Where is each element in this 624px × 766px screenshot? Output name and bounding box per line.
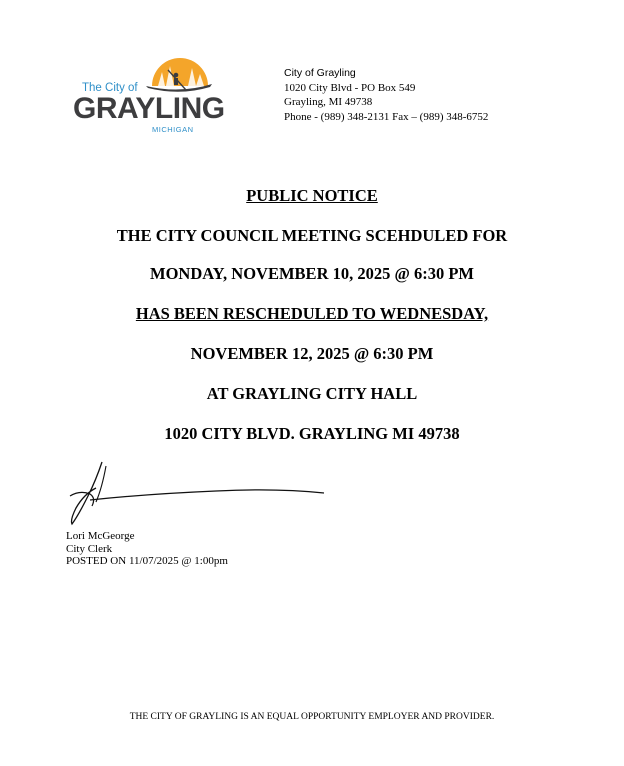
signature-icon — [66, 460, 336, 530]
notice-line3: HAS BEEN RESCHEDULED TO WEDNESDAY, — [135, 304, 489, 323]
notice-title: PUBLIC NOTICE — [246, 186, 378, 205]
signer-title: City Clerk — [66, 542, 113, 555]
footer-statement: THE CITY OF GRAYLING IS AN EQUAL OPPORTUNITY EMPLOYER AND PROVIDER. — [129, 712, 495, 722]
header-contact: Phone - (989) 348-2131 Fax – (989) 348-6752 — [284, 110, 489, 123]
header-address1: 1020 City Blvd - PO Box 549 — [284, 81, 416, 94]
signer-block — [66, 530, 228, 568]
notice-line5: AT GRAYLING CITY HALL — [206, 384, 418, 403]
posted-date: POSTED ON 11/07/2025 @ 1:00pm — [66, 555, 228, 567]
logo-line3: MICHIGAN — [152, 125, 194, 134]
header-contact-block — [284, 66, 488, 124]
notice-line1: THE CITY COUNCIL MEETING SCEHDULED FOR — [116, 226, 508, 245]
notice-line4: NOVEMBER 12, 2025 @ 6:30 PM — [190, 344, 434, 363]
signer-name: Lori McGeorge — [66, 530, 135, 542]
logo-line1: The City of — [82, 82, 138, 94]
logo-line2: GRAYLING — [73, 92, 225, 125]
notice-line2: MONDAY, NOVEMBER 10, 2025 @ 6:30 PM — [150, 264, 474, 283]
header-org: City of Grayling — [284, 67, 356, 79]
header-address2: Grayling, MI 49738 — [284, 96, 373, 108]
notice-line6: 1020 CITY BLVD. GRAYLING MI 49738 — [164, 424, 460, 443]
